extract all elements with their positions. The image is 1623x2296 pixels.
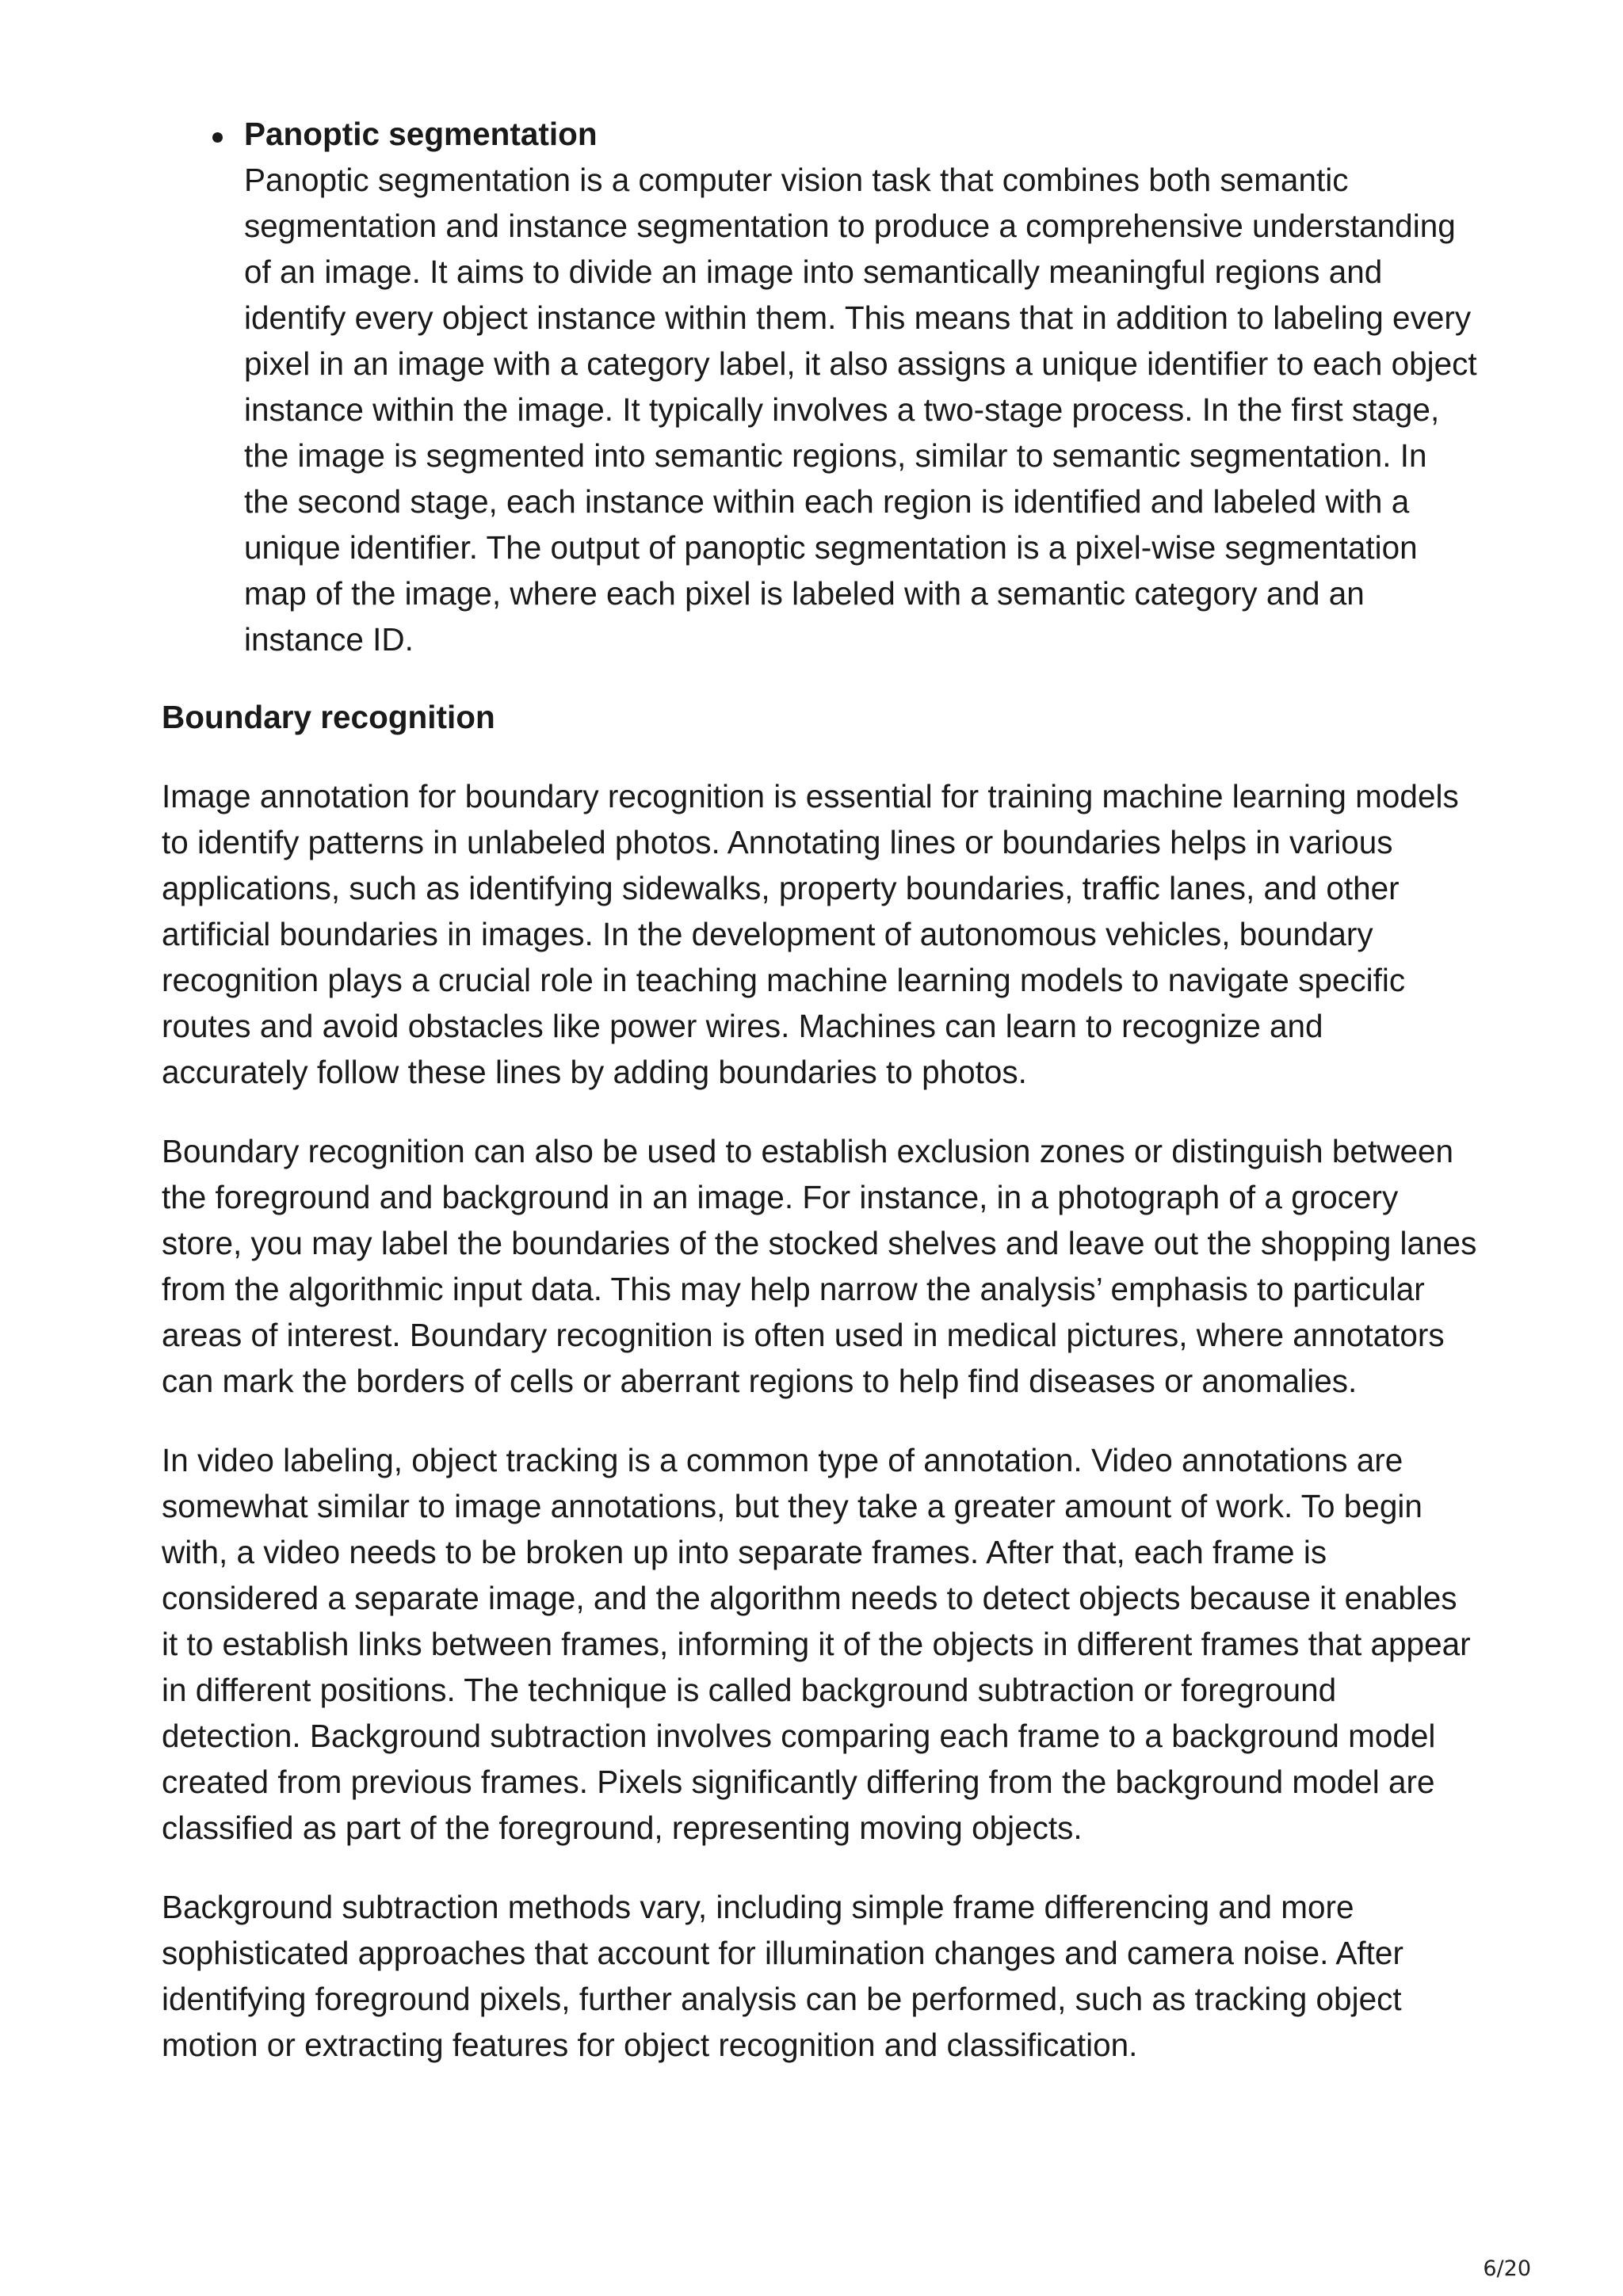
- bullet-title: Panoptic segmentation: [244, 116, 598, 152]
- paragraph: Background subtraction methods vary, including simple frame differencing and more sophisticated approaches that account for illumination changes and camera noise. After identifying foreground pixels, further analysis can be performed, such as tracking object motion or extracting features for object recognition and classification.: [162, 1889, 1403, 2063]
- bullet-text: Panoptic segmentation is a computer vision task that combines both semantic segmentation and instance segmentation to produce a comprehensive understanding of an image. It aims to divide an image into semantically meaningful regions and identify every object instance within them. This means that in addition to labeling every pixel in an image with a category label, it also assigns a unique identifier to each object instance within the image. It typically involves a two-stage process. In the first stage, the image is segmented into semantic regions, similar to semantic segmentation. In the second stage, each instance within each region is identified and labeled with a unique identifier. The output of panoptic segmentation is a pixel-wise segmentation map of the image, where each pixel is labeled with a semantic category and an instance ID.: [244, 162, 1477, 658]
- bullet-list: [162, 111, 1477, 662]
- paragraph: In video labeling, object tracking is a common type of annotation. Video annotations are somewhat similar to image annotations, but they take a greater amount of work. To begin with, a video needs to be broken up into separate frames. After that, each frame is considered a separate image, and the algorithm needs to detect objects because it enables it to establish links between frames, informing it of the objects in different frames that appear in different positions. The technique is called background subtraction or foreground detection. Background subtraction involves comparing each frame to a background model created from previous frames. Pixels significantly differing from the background model are classified as part of the foreground, representing moving objects.: [162, 1442, 1471, 1846]
- paragraph: Image annotation for boundary recognition is essential for training machine learning models to identify patterns in unlabeled photos. Annotating lines or boundaries helps in various applications, such as identifying sidewalks, property boundaries, traffic lanes, and other artificial boundaries in images. In the development of autonomous vehicles, boundary recognition plays a crucial role in teaching machine learning models to navigate specific routes and avoid obstacles like power wires. Machines can learn to recognize and accurately follow these lines by adding boundaries to photos.: [162, 778, 1459, 1090]
- document-body: [162, 111, 1477, 2101]
- section-heading: Boundary recognition: [162, 699, 495, 735]
- list-item: [244, 111, 1477, 662]
- paragraph: Boundary recognition can also be used to establish exclusion zones or distinguish between the foreground and background in an image. For instance, in a photograph of a grocery store, you may label the boundaries of the stocked shelves and leave out the shopping lanes from the algorithmic input data. This may help narrow the analysis’ emphasis to particular areas of interest. Boundary recognition is often used in medical pictures, where annotators can mark the borders of cells or aberrant regions to help find diseases or anomalies.: [162, 1133, 1477, 1399]
- page-number: 6/20: [1483, 2256, 1531, 2281]
